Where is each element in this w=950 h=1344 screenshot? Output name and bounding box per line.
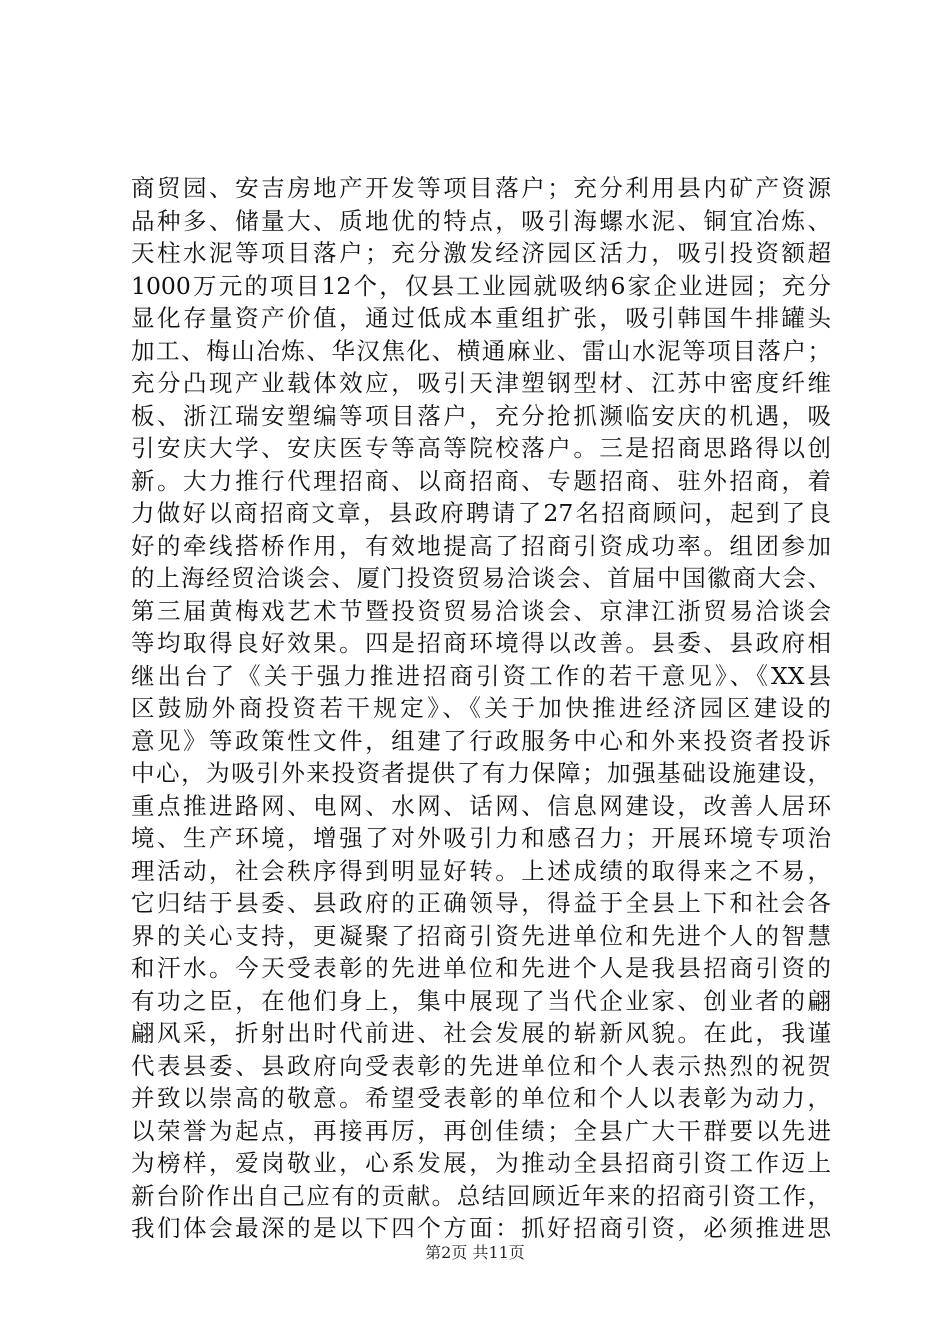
text-line: 以荣誉为起点，再接再厉，再创佳绩；全县广大干群要以先进 bbox=[131, 1116, 831, 1145]
text-line: 品种多、储量大、质地优的特点，吸引海螺水泥、铜宜冶炼、 bbox=[131, 206, 831, 235]
text-line: 加工、梅山冶炼、华汉焦化、横通麻业、雷山水泥等项目落户； bbox=[131, 336, 831, 365]
body-text bbox=[131, 172, 831, 1245]
text-line: 商贸园、安吉房地产开发等项目落户；充分利用县内矿产资源 bbox=[131, 174, 831, 202]
text-line: 新台阶作出自己应有的贡献。总结回顾近年来的招商引资工作， bbox=[131, 1181, 831, 1210]
text-line: 好的牵线搭桥作用，有效地提高了招商引资成功率。组团参加 bbox=[131, 531, 831, 560]
text-line: 区鼓励外商投资若干规定》、《关于加快推进经济园区建设的 bbox=[131, 694, 831, 722]
text-line: 引安庆大学、安庆医专等高等院校落户。三是招商思路得以创 bbox=[131, 434, 831, 462]
page-footer: 第2页 共11页 bbox=[425, 1243, 525, 1262]
text-line: 新。大力推行代理招商、以商招商、专题招商、驻外招商，着 bbox=[131, 466, 831, 495]
text-line: 力做好以商招商文章，县政府聘请了27名招商顾问，起到了良 bbox=[131, 499, 831, 527]
text-line: 并致以崇高的敬意。希望受表彰的单位和个人以表彰为动力， bbox=[131, 1084, 831, 1112]
text-line: 我们体会最深的是以下四个方面：抓好招商引资，必须推进思 bbox=[131, 1214, 831, 1242]
text-line: 重点推进路网、电网、水网、话网、信息网建设，改善人居环 bbox=[131, 791, 831, 820]
text-line: 板、浙江瑞安塑编等项目落户，充分抢抓濒临安庆的机遇，吸 bbox=[131, 401, 831, 430]
text-line: 的上海经贸洽谈会、厦门投资贸易洽谈会、首届中国徽商大会、 bbox=[131, 564, 831, 592]
text-line: 代表县委、县政府向受表彰的先进单位和个人表示热烈的祝贺 bbox=[131, 1051, 831, 1080]
text-line: 界的关心支持，更凝聚了招商引资先进单位和先进个人的智慧 bbox=[131, 921, 831, 950]
text-line: 翩风采，折射出时代前进、社会发展的崭新风貌。在此，我谨 bbox=[131, 1019, 831, 1047]
text-line: 1000万元的项目12个，仅县工业园就吸纳6家企业进园；充分 bbox=[131, 271, 831, 300]
text-line: 它归结于县委、县政府的正确领导，得益于全县上下和社会各 bbox=[131, 889, 831, 917]
text-line: 理活动，社会秩序得到明显好转。上述成绩的取得来之不易， bbox=[131, 856, 831, 885]
text-line: 有功之臣，在他们身上，集中展现了当代企业家、创业者的翩 bbox=[131, 986, 831, 1015]
text-line: 和汗水。今天受表彰的先进单位和先进个人是我县招商引资的 bbox=[131, 954, 831, 982]
text-line: 意见》等政策性文件，组建了行政服务中心和外来投资者投诉 bbox=[131, 726, 831, 755]
text-line: 为榜样，爱岗敬业，心系发展，为推动全县招商引资工作迈上 bbox=[131, 1149, 831, 1177]
text-line: 第三届黄梅戏艺术节暨投资贸易洽谈会、京津江浙贸易洽谈会 bbox=[131, 596, 831, 625]
text-line: 充分凸现产业载体效应，吸引天津塑钢型材、江苏中密度纤维 bbox=[131, 369, 831, 397]
text-line: 显化存量资产价值，通过低成本重组扩张，吸引韩国牛排罐头 bbox=[131, 304, 831, 332]
text-line: 境、生产环境，增强了对外吸引力和感召力；开展环境专项治 bbox=[131, 824, 831, 852]
text-line: 等均取得良好效果。四是招商环境得以改善。县委、县政府相 bbox=[131, 629, 831, 657]
text-line: 天柱水泥等项目落户；充分激发经济园区活力，吸引投资额超 bbox=[131, 239, 831, 267]
text-line: 继出台了《关于强力推进招商引资工作的若干意见》、《XX县 bbox=[131, 661, 831, 690]
text-line: 中心，为吸引外来投资者提供了有力保障；加强基础设施建设， bbox=[131, 759, 831, 787]
